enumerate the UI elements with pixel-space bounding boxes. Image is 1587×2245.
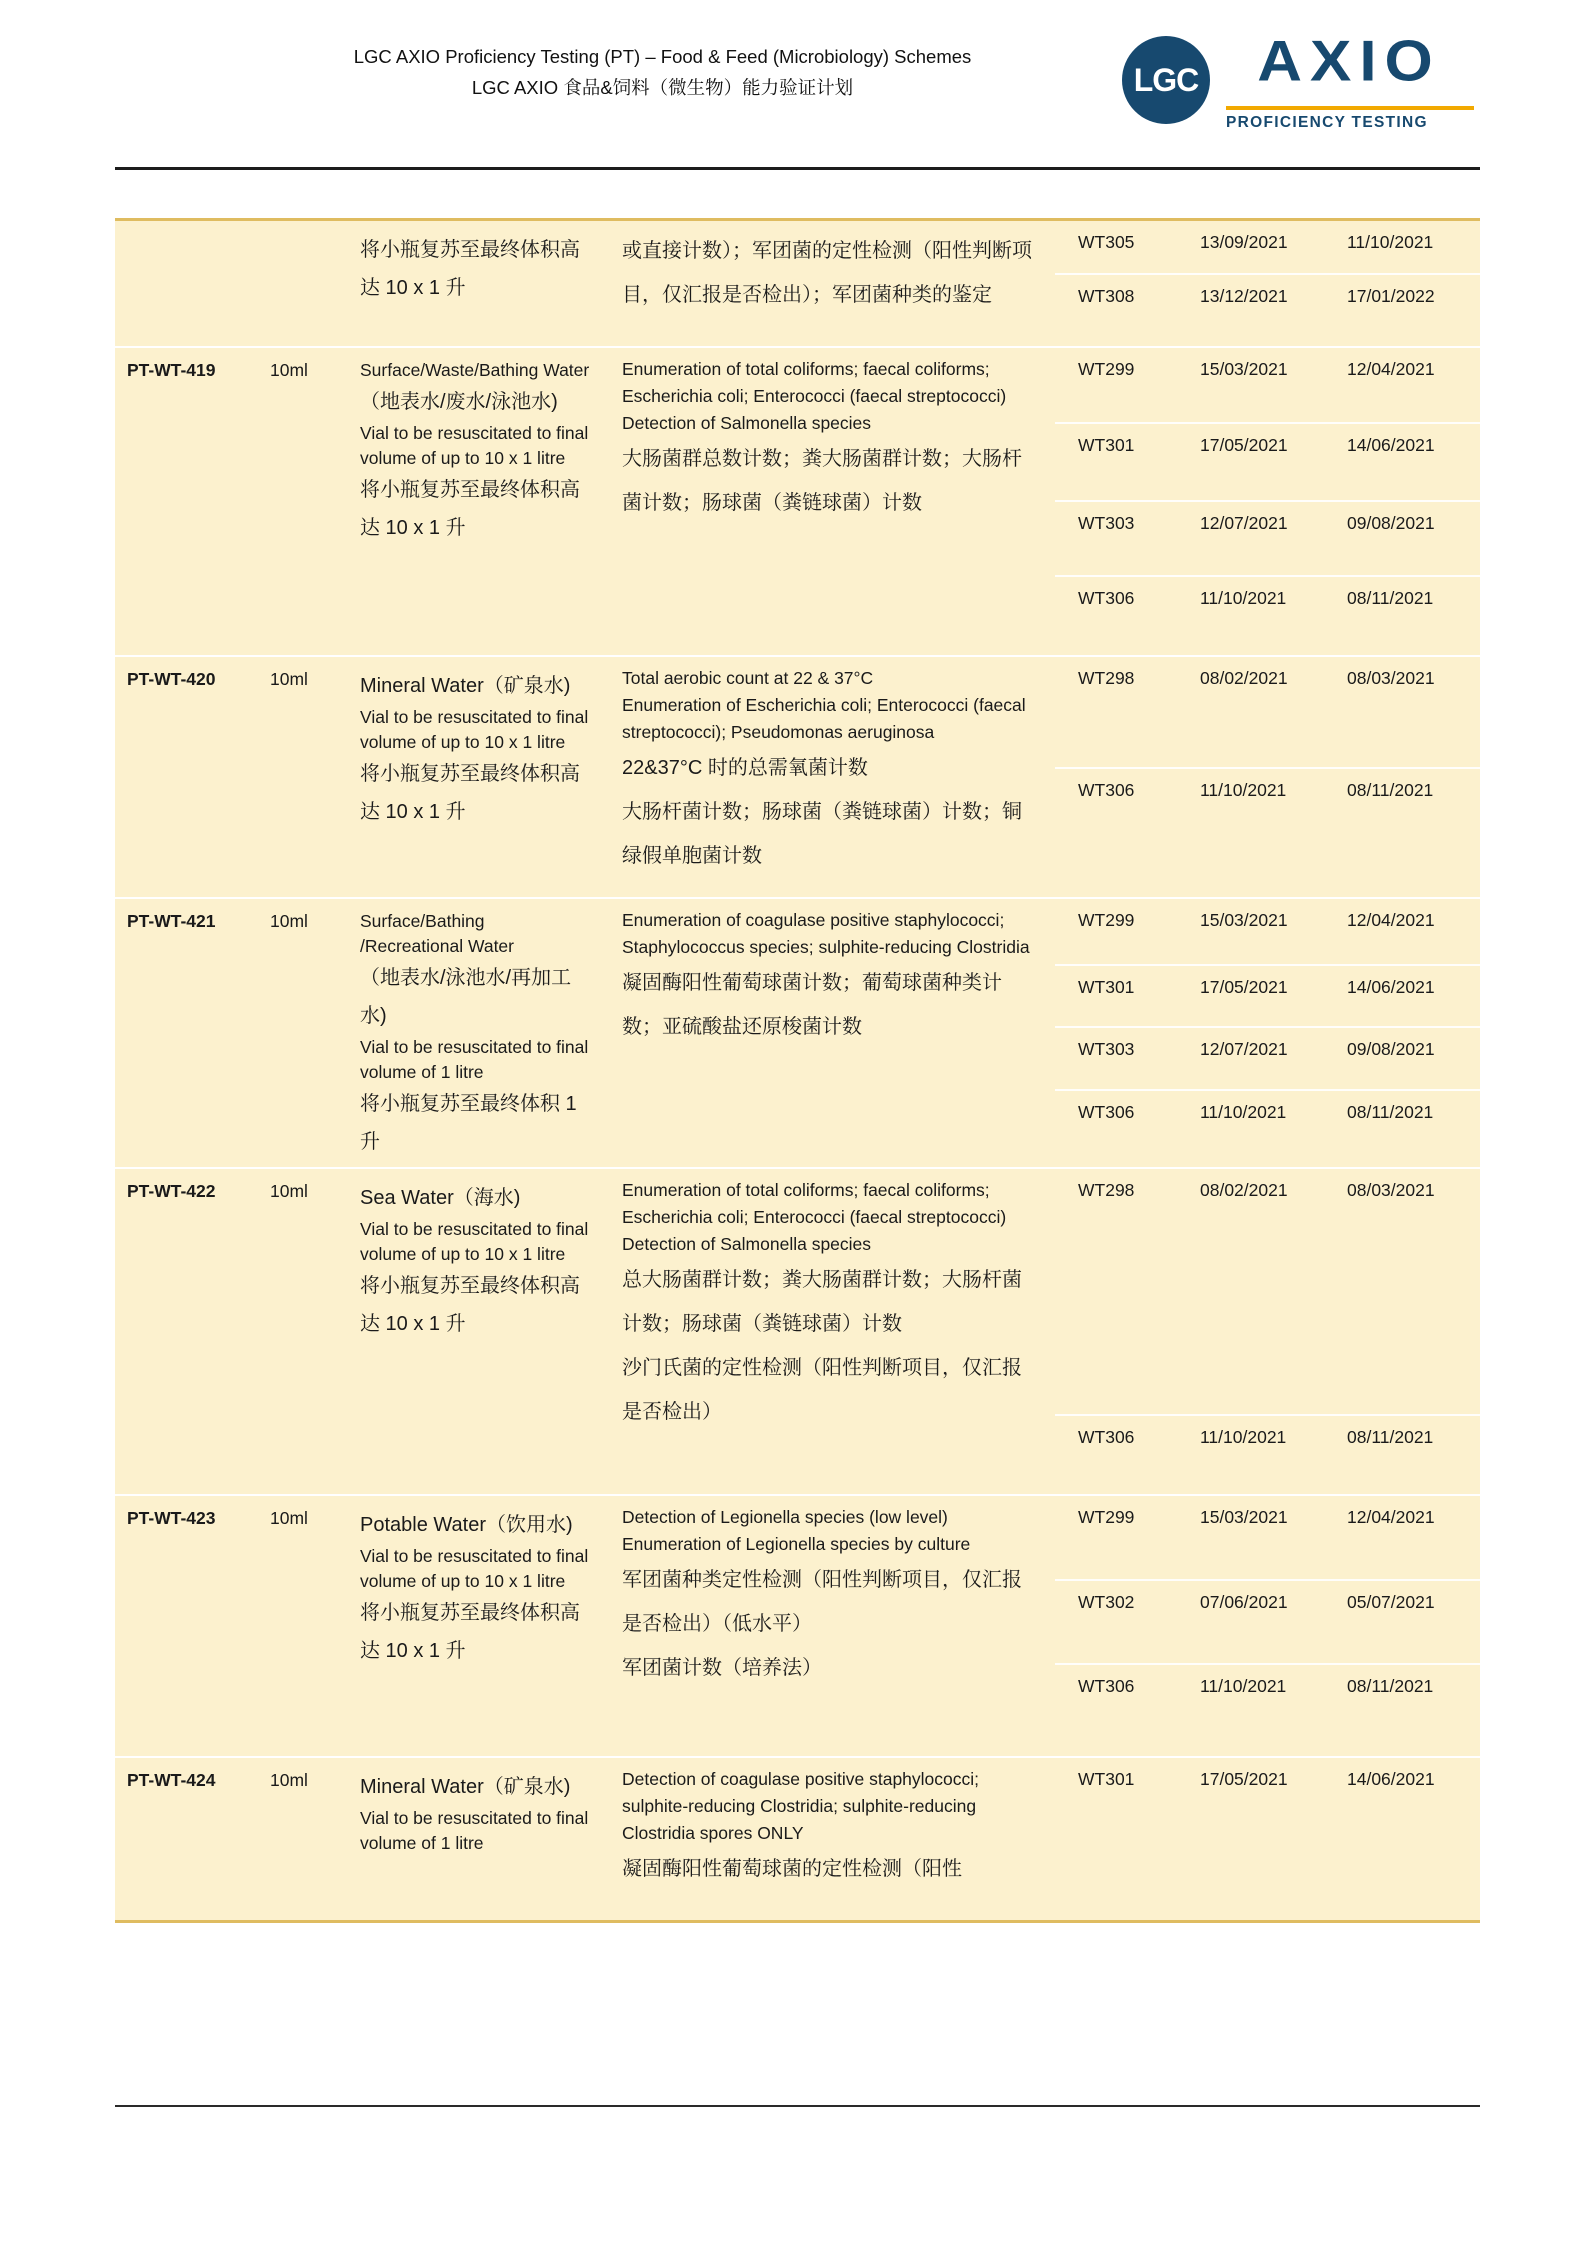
sample-description — [350, 1169, 610, 1494]
round-row — [1055, 1089, 1480, 1167]
round-row — [1055, 221, 1480, 273]
results-date: 17/01/2022 — [1347, 286, 1435, 306]
rounds-column — [1055, 348, 1480, 655]
pt-table — [115, 218, 1480, 1923]
results-date: 12/04/2021 — [1347, 359, 1435, 379]
round-code: WT303 — [1078, 1039, 1135, 1059]
rounds-column — [1055, 1169, 1480, 1494]
dispatch-date: 15/03/2021 — [1200, 1507, 1288, 1527]
sample-description — [350, 1758, 610, 1920]
round-code: WT301 — [1078, 435, 1135, 455]
logo-gold-underline — [1226, 106, 1474, 110]
volume — [260, 221, 350, 346]
round-row — [1055, 657, 1480, 767]
text-line: Surface/Bathing /Recreational Water — [360, 911, 514, 956]
text-line: 将小瓶复苏至最终体积高达 10 x 1 升 — [360, 1275, 580, 1335]
scheme-code — [115, 221, 260, 346]
round-code: WT305 — [1078, 232, 1135, 252]
dispatch-date: 11/10/2021 — [1200, 588, 1287, 608]
volume: 10ml — [270, 1181, 308, 1201]
text-line: Enumeration of Escherichia coli; Enterococci (faecal streptococci); Pseudomonas aeruginosa — [622, 695, 1026, 742]
text-line: Detection of Salmonella species — [622, 413, 872, 433]
dispatch-date: 08/02/2021 — [1200, 668, 1288, 688]
dispatch-date: 13/09/2021 — [1200, 232, 1288, 252]
text-line: Sea Water（海水) — [360, 1187, 521, 1209]
footer-rule — [115, 2105, 1480, 2107]
dispatch-date: 17/05/2021 — [1200, 977, 1288, 997]
dispatch-date: 11/10/2021 — [1200, 1102, 1287, 1122]
volume: 10ml — [270, 669, 308, 689]
round-row — [1055, 1414, 1480, 1494]
results-date: 08/03/2021 — [1347, 1180, 1435, 1200]
axio-wordmark: AXIO — [1257, 29, 1441, 94]
round-code: WT308 — [1078, 286, 1135, 306]
dispatch-date: 12/07/2021 — [1200, 1039, 1288, 1059]
tests-description — [610, 348, 1055, 655]
rounds-column — [1055, 1758, 1480, 1920]
text-line: 将小瓶复苏至最终体积高达 10 x 1 升 — [360, 479, 580, 539]
table-row — [115, 1167, 1480, 1494]
round-row — [1055, 1026, 1480, 1089]
text-line: 22&37°C 时的总需氧菌计数 — [622, 757, 868, 779]
round-code: WT298 — [1078, 1180, 1135, 1200]
logo-tagline: PROFICIENCY TESTING — [1226, 114, 1428, 131]
text-line: 大肠菌群总数计数；粪大肠菌群计数；大肠杆菌计数；肠球菌（粪链球菌）计数 — [622, 448, 1022, 514]
dispatch-date: 11/10/2021 — [1200, 1676, 1287, 1696]
table-row — [115, 897, 1480, 1167]
results-date: 08/11/2021 — [1347, 1676, 1434, 1696]
text-line: 将小瓶复苏至最终体积高达 10 x 1 升 — [360, 1602, 580, 1662]
rounds-column — [1055, 657, 1480, 897]
volume: 10ml — [270, 911, 308, 931]
results-date: 14/06/2021 — [1347, 977, 1435, 997]
round-code: WT299 — [1078, 359, 1135, 379]
text-line: Enumeration of Legionella species by culture — [622, 1534, 971, 1554]
text-line: Total aerobic count at 22 & 37°C — [622, 668, 874, 688]
text-line: Vial to be resuscitated to final volume of up to 10 x 1 litre — [360, 1219, 589, 1264]
results-date: 09/08/2021 — [1347, 513, 1435, 533]
text-line: 将小瓶复苏至最终体积高达 10 x 1 升 — [360, 763, 580, 823]
dispatch-date: 15/03/2021 — [1200, 359, 1288, 379]
round-code: WT306 — [1078, 780, 1135, 800]
results-date: 08/11/2021 — [1347, 1102, 1434, 1122]
text-line: Vial to be resuscitated to final volume of up to 10 x 1 litre — [360, 707, 589, 752]
results-date: 08/11/2021 — [1347, 1427, 1434, 1447]
round-code: WT299 — [1078, 1507, 1135, 1527]
text-line: 或直接计数）；军团菌的定性检测（阳性判断项目，仅汇报是否检出）；军团菌种类的鉴定 — [622, 240, 1032, 306]
text-line: Surface/Waste/Bathing Water — [360, 360, 590, 380]
round-row — [1055, 1758, 1480, 1920]
lgc-circle-logo: LGC — [1122, 36, 1210, 124]
round-row — [1055, 767, 1480, 897]
results-date: 08/03/2021 — [1347, 668, 1435, 688]
dispatch-date: 17/05/2021 — [1200, 435, 1288, 455]
table-row — [115, 1756, 1480, 1920]
round-code: WT306 — [1078, 588, 1135, 608]
round-row — [1055, 348, 1480, 422]
results-date: 08/11/2021 — [1347, 588, 1434, 608]
volume: 10ml — [270, 1770, 308, 1790]
round-code: WT301 — [1078, 977, 1135, 997]
table-row — [115, 655, 1480, 897]
results-date: 12/04/2021 — [1347, 1507, 1435, 1527]
round-row — [1055, 575, 1480, 655]
results-date: 11/10/2021 — [1347, 232, 1434, 252]
text-line: 凝固酶阳性葡萄球菌计数；葡萄球菌种类计数；亚硫酸盐还原梭菌计数 — [622, 972, 1002, 1038]
tests-description — [610, 657, 1055, 897]
round-row — [1055, 899, 1480, 964]
page-header — [115, 42, 1210, 104]
text-line: Mineral Water（矿泉水) — [360, 1776, 571, 1798]
header-title-en: LGC AXIO Proficiency Testing (PT) – Food & Feed (Microbiology) Schemes — [353, 46, 972, 67]
text-line: （地表水/泳池水/再加工水) — [360, 967, 572, 1027]
sample-description — [350, 899, 610, 1167]
tests-description — [610, 1758, 1055, 1920]
round-code: WT306 — [1078, 1102, 1135, 1122]
table-row — [115, 1494, 1480, 1756]
results-date: 14/06/2021 — [1347, 435, 1435, 455]
round-row — [1055, 422, 1480, 500]
scheme-code: PT-WT-422 — [127, 1181, 216, 1201]
table-row — [115, 221, 1480, 346]
text-line: 军团菌计数（培养法） — [622, 1657, 822, 1679]
sample-description — [350, 1496, 610, 1756]
dispatch-date: 11/10/2021 — [1200, 1427, 1287, 1447]
text-line: Enumeration of coagulase positive staphylococci; Staphylococcus species; sulphite-reducing Clostridia — [622, 910, 1030, 957]
round-row — [1055, 1663, 1480, 1756]
round-row — [1055, 500, 1480, 575]
tests-description — [610, 221, 1055, 346]
text-line: 沙门氏菌的定性检测（阳性判断项目，仅汇报是否检出） — [622, 1357, 1022, 1423]
scheme-code: PT-WT-419 — [127, 360, 216, 380]
text-line: Mineral Water（矿泉水) — [360, 675, 571, 697]
results-date: 08/11/2021 — [1347, 780, 1434, 800]
dispatch-date: 08/02/2021 — [1200, 1180, 1288, 1200]
round-row — [1055, 1579, 1480, 1663]
dispatch-date: 11/10/2021 — [1200, 780, 1287, 800]
rounds-column — [1055, 221, 1480, 346]
round-code: WT306 — [1078, 1427, 1135, 1447]
round-code: WT303 — [1078, 513, 1135, 533]
results-date: 05/07/2021 — [1347, 1592, 1435, 1612]
text-line: Vial to be resuscitated to final volume of 1 litre — [360, 1037, 589, 1082]
round-row — [1055, 1496, 1480, 1579]
text-line: Detection of coagulase positive staphylococci; sulphite-reducing Clostridia; sulphite-reducing Clostridia spores ONLY — [622, 1769, 980, 1843]
text-line: （地表水/废水/泳池水) — [360, 391, 558, 413]
sample-description — [350, 657, 610, 897]
text-line: Vial to be resuscitated to final volume of 1 litre — [360, 1808, 589, 1853]
sample-description — [350, 348, 610, 655]
tests-description — [610, 1496, 1055, 1756]
scheme-code: PT-WT-421 — [127, 911, 216, 931]
round-row — [1055, 273, 1480, 346]
rounds-column — [1055, 899, 1480, 1167]
text-line: Vial to be resuscitated to final volume of up to 10 x 1 litre — [360, 1546, 589, 1591]
text-line: Detection of Legionella species (low level) — [622, 1507, 948, 1527]
text-line: Enumeration of total coliforms; faecal coliforms; Escherichia coli; Enterococci (faecal streptococci) — [622, 1180, 1007, 1227]
text-line: 大肠杆菌计数；肠球菌（粪链球菌）计数；铜绿假单胞菌计数 — [622, 801, 1022, 867]
scheme-code: PT-WT-424 — [127, 1770, 216, 1790]
round-code: WT301 — [1078, 1769, 1135, 1789]
text-line: 总大肠菌群计数；粪大肠菌群计数；大肠杆菌计数；肠球菌（粪链球菌）计数 — [622, 1269, 1022, 1335]
rounds-column — [1055, 1496, 1480, 1756]
dispatch-date: 17/05/2021 — [1200, 1769, 1288, 1789]
text-line: Vial to be resuscitated to final volume of up to 10 x 1 litre — [360, 423, 589, 468]
round-row — [1055, 1169, 1480, 1414]
round-row — [1055, 964, 1480, 1026]
results-date: 14/06/2021 — [1347, 1769, 1435, 1789]
text-line: 凝固酶阳性葡萄球菌的定性检测（阳性 — [622, 1858, 962, 1880]
round-code: WT298 — [1078, 668, 1135, 688]
tests-description — [610, 1169, 1055, 1494]
results-date: 09/08/2021 — [1347, 1039, 1435, 1059]
header-rule — [115, 167, 1480, 170]
table-row — [115, 346, 1480, 655]
sample-description — [350, 221, 610, 346]
text-line: Potable Water（饮用水) — [360, 1514, 573, 1536]
round-code: WT306 — [1078, 1676, 1135, 1696]
volume: 10ml — [270, 360, 308, 380]
lgc-axio-logo — [1122, 30, 1474, 134]
dispatch-date: 12/07/2021 — [1200, 513, 1288, 533]
dispatch-date: 15/03/2021 — [1200, 910, 1288, 930]
scheme-code: PT-WT-423 — [127, 1508, 216, 1528]
dispatch-date: 07/06/2021 — [1200, 1592, 1288, 1612]
dispatch-date: 13/12/2021 — [1200, 286, 1288, 306]
text-line: 军团菌种类定性检测（阳性判断项目，仅汇报是否检出）（低水平） — [622, 1569, 1022, 1635]
volume: 10ml — [270, 1508, 308, 1528]
header-title-zh: LGC AXIO 食品&饲料（微生物）能力验证计划 — [471, 77, 854, 98]
results-date: 12/04/2021 — [1347, 910, 1435, 930]
text-line: Detection of Salmonella species — [622, 1234, 872, 1254]
text-line: 将小瓶复苏至最终体积高达 10 x 1 升 — [360, 239, 580, 299]
round-code: WT302 — [1078, 1592, 1135, 1612]
tests-description — [610, 899, 1055, 1167]
text-line: Enumeration of total coliforms; faecal coliforms; Escherichia coli; Enterococci (faecal streptococci) — [622, 359, 1007, 406]
round-code: WT299 — [1078, 910, 1135, 930]
scheme-code: PT-WT-420 — [127, 669, 216, 689]
text-line: 将小瓶复苏至最终体积 1 升 — [360, 1093, 577, 1153]
